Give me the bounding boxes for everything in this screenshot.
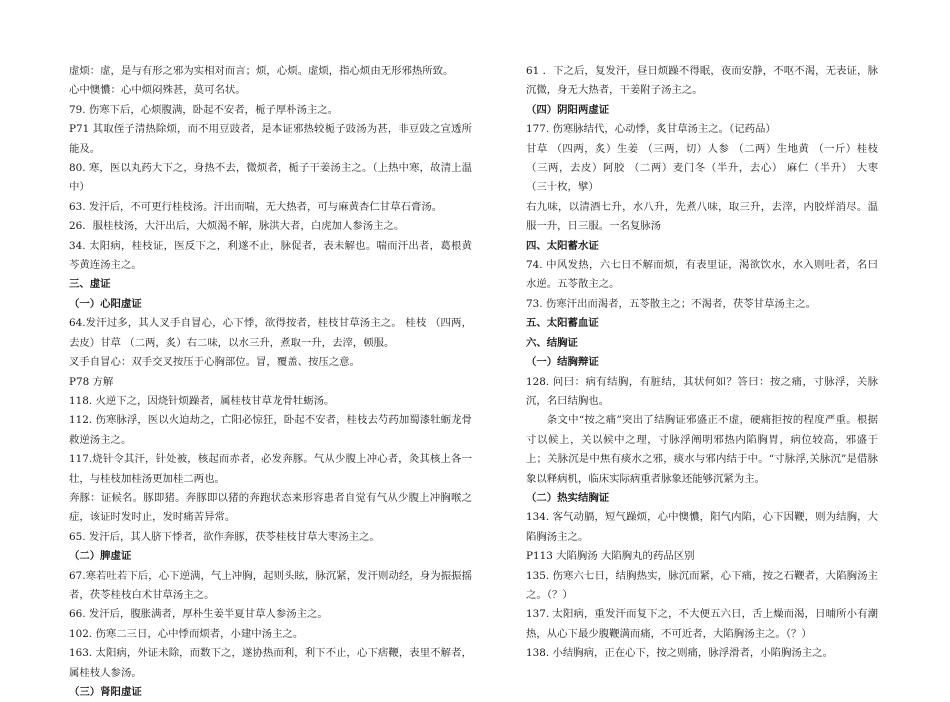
- right-paragraph: 177. 伤寒脉结代，心动悸，炙甘草汤主之。（记药品）: [526, 123, 776, 136]
- right-paragraph: 61 ．下之后，复发汗，昼日烦躁不得眠，夜而安静，不呕不渴，无表证，脉沉微，身无大热者，干姜附子汤主之。: [526, 65, 878, 97]
- left-paragraph: 163. 太阳病，外证未除，而数下之，遂协热而利，利下不止，心下痞鞭，表里不解者，属桂枝人参汤。: [69, 647, 472, 679]
- right-heading: 四、太阳蓄水证: [526, 239, 599, 252]
- right-heading: （二）热实结胸证: [526, 491, 610, 504]
- right-paragraph: 右九味，以清酒七升，水八升，先煮八味，取三升，去滓，内胶烊消尽。温服一升，日三服。一名复脉汤: [526, 200, 878, 233]
- left-paragraph: 102. 伤寒二三日，心中悸而烦者，小建中汤主之。: [69, 627, 304, 640]
- right-paragraph: P113 大陷胸汤 大陷胸丸的药品区别: [526, 550, 695, 563]
- right-paragraph: 137. 太阳病，重发汗而复下之，不大便五六日，舌上燥而渴，日晡所小有潮热，从心下最少腹鞭满而痛，不可近者，大陷胸汤主之。（？）: [526, 608, 878, 640]
- right-paragraph: 73. 伤寒汗出而渴者，五苓散主之；不渴者，茯苓甘草汤主之。: [526, 297, 816, 310]
- left-heading: （一）心阳虚证: [69, 297, 142, 310]
- left-paragraph: 65. 发汗后，其人脐下悸者，欲作奔豚，茯苓桂枝甘草大枣汤主之。: [69, 530, 380, 543]
- left-paragraph: 80. 寒，医以丸药大下之，身热不去，微烦者，栀子干姜汤主之。（上热中寒，故清上温中）: [69, 162, 472, 194]
- left-paragraph: 64.发汗过多，其人叉手自冒心，心下悸，欲得按者，桂枝甘草汤主之。 桂枝 （四两，去皮）甘草 （二两，炙）右二味，以水三升，煮取一升，去滓，顿服。: [69, 317, 472, 349]
- left-paragraph: 34. 太阳病，桂枝证，医反下之，利遂不止，脉促者，表未解也。喘而汗出者，葛根黄芩黄连汤主之。: [69, 239, 472, 272]
- left-paragraph: 117.烧针令其汗，针处被，核起而赤者，必发奔豚。气从少腹上冲心者，灸其核上各一壮，与桂枝加桂汤更加桂二两也。: [69, 453, 472, 485]
- left-paragraph: 67.寒若吐若下后，心下逆满，气上冲胸，起则头眩，脉沉紧，发汗则动经，身为振振摇者，茯苓桂枝白术甘草汤主之。: [69, 569, 472, 601]
- left-heading: （二）脾虚证: [69, 550, 132, 563]
- right-paragraph: 134. 客气动膈，短气躁烦，心中懊憹，阳气内陷，心下因鞭，则为结胸，大陷胸汤主之。: [526, 511, 878, 543]
- right-paragraph: 138. 小结胸病，正在心下，按之则痛，脉浮滑者，小陷胸汤主之。: [526, 647, 833, 660]
- left-paragraph: 奔豚：证候名。豚即猪。奔豚即以猪的奔跑状态来形容患者自觉有气从少腹上冲胸喉之症，该证时发时止，发时痛苦异常。: [69, 491, 472, 524]
- left-paragraph: 66. 发汗后，腹胀满者，厚朴生姜半夏甘草人参汤主之。: [69, 608, 328, 621]
- left-paragraph: P71 其取侄子清热除烦，而不用豆豉者，是本证邪热较栀子豉汤为甚，非豆豉之宣透所能及。: [69, 123, 472, 155]
- right-paragraph: 74. 中风发热，六七日不解而烦，有表里证，渴欲饮水，水入则吐者，名曰水逆。五苓散主之。: [526, 259, 878, 291]
- right-heading: 六、结胸证: [526, 336, 578, 349]
- right-heading: （四）阴阳两虚证: [526, 103, 610, 116]
- right-paragraph: 135. 伤寒六七日，结胸热实，脉沉而紧，心下痛，按之石鞭者，大陷胸汤主之。（？）: [526, 569, 878, 601]
- left-paragraph: 虚烦：虚，是与有形之邪为实相对而言；烦，心烦。虚烦，指心烦由无形邪热所致。: [69, 65, 454, 77]
- left-paragraph: 26．服桂枝汤，大汗出后，大烦渴不解，脉洪大者，白虎加人参汤主之。: [69, 220, 405, 233]
- right-column: [526, 62, 878, 664]
- left-paragraph: 63. 发汗后，不可更行桂枝汤。汗出而喘，无大热者，可与麻黄杏仁甘草石膏汤。: [69, 200, 443, 213]
- left-paragraph: 叉手自冒心：双手交叉按压于心胸部位。冒，覆盖、按压之意。: [69, 356, 360, 369]
- right-heading: 五、太阳蓄血证: [526, 317, 599, 330]
- right-paragraph: 128. 问曰：病有结胸，有脏结，其状何如？答曰：按之痛，寸脉浮，关脉沉，名曰结胸也。: [526, 375, 878, 407]
- left-paragraph: 79. 伤寒下后，心烦腹满，卧起不安者，栀子厚朴汤主之。: [69, 103, 339, 116]
- left-paragraph: 118. 火逆下之，因烧针烦躁者，属桂枝甘草龙骨牡蛎汤。: [69, 394, 335, 407]
- left-paragraph: P78 方解: [69, 375, 114, 388]
- left-paragraph: 心中懊憹：心中烦闷殊甚，莫可名状。: [69, 84, 246, 97]
- left-heading: （三）肾阳虚证: [69, 686, 142, 698]
- left-paragraph: 112. 伤寒脉浮，医以火迫劫之，亡阳必惊狂，卧起不安者，桂枝去芍药加蜀漆牡蛎龙骨救逆汤主之。: [69, 414, 472, 446]
- left-column: [69, 62, 472, 702]
- right-paragraph: 条文中“按之痛”突出了结胸证邪盛正不虚，硬痛拒按的程度严重。根据寸以候上，关以候中之理，寸脉浮阐明邪热内陷胸胃，病位较高，邪盛于上；关脉沉是中焦有痰水之邪，痰水与邪内结于中。“寸脉浮,关脉沉”是借脉象以释病机，临床实际病重者脉象还能够沉紧为主。: [526, 414, 878, 485]
- right-paragraph: 甘草 （四两，炙）生姜 （三两，切）人参 （二两）生地黄 （一斤）桂枝 （三两，去皮）阿胶 （二两）麦门冬（半升，去心） 麻仁（半升） 大枣 （三十枚，擘）: [526, 142, 878, 194]
- left-heading: 三、虚证: [69, 278, 111, 291]
- right-heading: （一）结胸辩证: [526, 356, 599, 369]
